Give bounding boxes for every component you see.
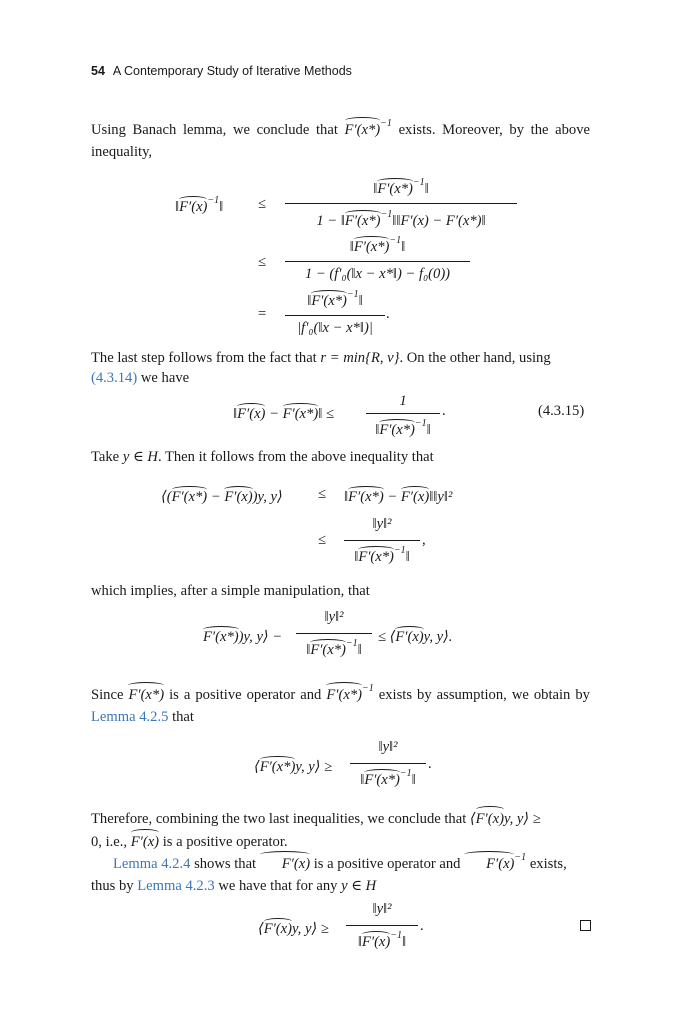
ref-lemma-4-2-3[interactable]: Lemma 4.2.3 (137, 878, 215, 894)
eq4-den: $‖F'(x*)^{-1}‖$ (375, 418, 431, 438)
paragraph-lemma-424: Lemma 4.2.4 shows that F′(x) is a positive operator and $F'(x)^{-1}$ exists, thus by Lemma 4.2.3 we have that for any y ∈ H (91, 852, 567, 894)
eq8-period: . (420, 918, 424, 934)
eq4-lhs: ‖F′(x) − F′(x*)‖ ≤ (233, 403, 334, 423)
eq3-fraction-bar (285, 315, 385, 316)
qed-square (580, 920, 591, 931)
paragraph-banach: Using Banach lemma, we conclude that $F'(x*)^{-1}$ exists. Moreover, by the above inequality, (91, 118, 590, 160)
ref-lemma-4-2-5[interactable]: Lemma 4.2.5 (91, 709, 169, 725)
eq2-den: 1 − (f′₀(‖x − x*‖) − f₀(0)) (304, 266, 451, 282)
eq6-fraction-bar (296, 633, 372, 634)
eq1-fraction-bar (285, 203, 517, 204)
eq8-lhs: ⟨F′(x)y, y⟩ ≥ (258, 918, 329, 938)
eq5-num: ‖y‖² (372, 516, 392, 532)
page-number: 54 (91, 64, 105, 78)
ref-eq-4-3-14[interactable]: (4.3.14) (91, 370, 138, 386)
ref-lemma-4-2-4[interactable]: Lemma 4.2.4 (113, 856, 191, 872)
eq4-period: . (442, 403, 446, 419)
eq1-num: $‖F'(x*)^{-1}‖$ (373, 177, 429, 197)
eq6-rhs: ≤ ⟨F′(x)y, y⟩. (378, 626, 452, 646)
eq7-fraction-bar (350, 763, 426, 764)
running-title: A Contemporary Study of Iterative Methods (112, 64, 352, 78)
eq8-den: $‖F'(x)^{-1}‖$ (357, 930, 407, 950)
paragraph-take-y: Take y ∈ H. Then it follows from the above inequality that (91, 449, 434, 465)
eq5-rel2: ≤ (318, 532, 327, 548)
eq1-rel: ≤ (258, 196, 267, 212)
eq6-lhs: F′(x*))y, y⟩ − (203, 626, 282, 646)
eq2-num: $‖F'(x*)^{-1}‖$ (349, 235, 406, 255)
eq1-lhs: $‖F'(x)^{-1}‖$ (175, 195, 224, 215)
eq6-den: $‖F'(x*)^{-1}‖$ (306, 638, 362, 658)
eq7-lhs: ⟨F′(x*)y, y⟩ ≥ (254, 756, 332, 776)
eq2-rel: ≤ (258, 254, 267, 270)
paragraph-since: Since F′(x*) is a positive operator and $F'(x*)^{-1}$ exists by assumption, we obtain by Lemma 4.2.5 that (91, 683, 590, 725)
eq3-num: $‖F'(x*)^{-1}‖$ (307, 289, 363, 309)
eq1-den: $1 - ‖F'(x*)^{-1}‖‖F'(x)$ − F′(x*)‖ (316, 209, 486, 229)
eq5-comma: , (422, 532, 426, 548)
eq3-period: . (386, 306, 390, 322)
eq3-den: |f′₀(‖x − x*‖)| (297, 320, 373, 336)
eq3-rel: = (258, 306, 267, 322)
eq4-fraction-bar (366, 413, 440, 414)
equation-number: (4.3.15) (538, 403, 585, 419)
eq5-den: $‖F'(x*)^{-1}‖$ (354, 545, 410, 565)
eq7-period: . (428, 756, 432, 772)
eq4-num: 1 (399, 393, 407, 409)
eq5-rel1: ≤ (318, 486, 327, 502)
paragraph-therefore: Therefore, combining the two last inequalities, we conclude that ⟨F′(x)y, y⟩ ≥ 0, i.e., F′(x) is a positive operator. (91, 806, 590, 852)
math-inline: $F'(x*)^{-1}$ (344, 118, 392, 138)
eq6-num: ‖y‖² (324, 609, 344, 625)
eq5-fraction-bar (344, 540, 420, 541)
paragraph-last-step: The last step follows from the fact that r = min{R, v}. On the other hand, using (4.3.14) we have (91, 350, 551, 386)
eq7-num: ‖y‖² (378, 739, 398, 755)
eq8-fraction-bar (346, 925, 418, 926)
running-header (91, 64, 352, 78)
eq2-fraction-bar (285, 261, 470, 262)
eq8-num: ‖y‖² (372, 901, 392, 917)
eq5-lhs: ⟨(F′(x*) − F′(x))y, y⟩ (161, 486, 283, 506)
eq5-rhs1: ‖F′(x*) − F′(x)‖‖y‖² (344, 486, 452, 506)
eq7-den: $‖F'(x*)^{-1}‖$ (360, 768, 416, 788)
paragraph-manipulation: which implies, after a simple manipulation, that (91, 583, 370, 599)
